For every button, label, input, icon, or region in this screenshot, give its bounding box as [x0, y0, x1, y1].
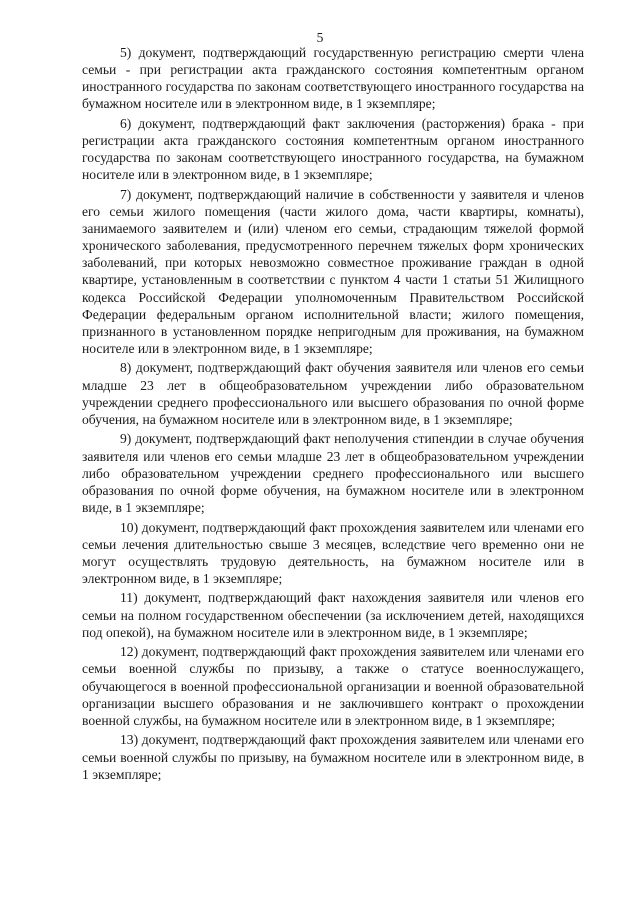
paragraph-item-13: 13) документ, подтверждающий факт прохождения заявителем или членами его семьи военной службы по призыву, на бумажном носителе или в электронном виде, в 1 экземпляре;: [82, 732, 584, 782]
paragraph-item-12: 12) документ, подтверждающий факт прохождения заявителем или членами его семьи военной службы по призыву, а также о статусе военнослужащего, обучающегося в военной профессиональной организации и военной образовательной организации высшего образования и не заключившего контракт о прохождении военной службы, на бумажном носителе или в электронном виде, в 1 экземпляре;: [82, 644, 584, 728]
paragraph-item-5: 5) документ, подтверждающий государственную регистрацию смерти члена семьи - при регистрации акта гражданского состояния компетентным органом иностранного государства по законам соответствующего иностранного государства на бумажном носителе или в электронном виде, в 1 экземпляре;: [82, 45, 584, 112]
paragraph-item-8: 8) документ, подтверждающий факт обучения заявителя или членов его семьи младше 23 лет в общеобразовательном учреждении либо образовательном учреждении среднего профессионального или высшего образования по очной форме обучения, на бумажном носителе или в электронном виде, в 1 экземпляре;: [82, 360, 584, 427]
paragraph-item-6: 6) документ, подтверждающий факт заключения (расторжения) брака - при регистрации акта гражданского состояния компетентным органом иностранного государства по законам соответствующего иностранного государства, на бумажном носителе или в электронном виде, в 1 экземпляре;: [82, 115, 584, 183]
page-number: 5: [316, 30, 324, 45]
paragraph-item-11: 11) документ, подтверждающий факт нахождения заявителя или членов его семьи на полном государственном обеспечении (за исключением детей, находящихся под опекой), на бумажном носителе или в электронном виде, в 1 экземпляре;: [82, 590, 584, 640]
paragraph-item-10: 10) документ, подтверждающий факт прохождения заявителем или членами его семьи лечения длительностью свыше 3 месяцев, вследствие чего временно они не могут осуществлять трудовую деятельность, на бумажном носителе или в электронном виде, в 1 экземпляре;: [82, 519, 584, 586]
paragraph-item-7: 7) документ, подтверждающий наличие в собственности у заявителя и членов его семьи жилого помещения (части жилого дома, части квартиры, комнаты), занимаемого заявителем и (или) членом его семьи, страдающим тяжелой формой хронического заболевания, предусмотренного перечнем тяжелых форм хронических заболеваний, при которых невозможно совместное проживание граждан в одной квартире, установленным в соответствии с пунктом 4 части 1 статьи 51 Жилищного кодекса Российской Федерации уполномоченным Правительством Российской Федерации федеральным органом исполнительной власти; жилого помещения, признанного в установленном порядке непригодным для проживания, на бумажном носителе или в электронном виде, в 1 экземпляре;: [82, 186, 584, 356]
document-body: [82, 44, 584, 785]
paragraph-item-9: 9) документ, подтверждающий факт неполучения стипендии в случае обучения заявителя или членов его семьи младше 23 лет в общеобразовательном учреждении либо образовательном учреждении среднего профессионального или высшего образования по очной форме обучения, на бумажном носителе или в электронном виде, в 1 экземпляре;: [82, 431, 584, 515]
